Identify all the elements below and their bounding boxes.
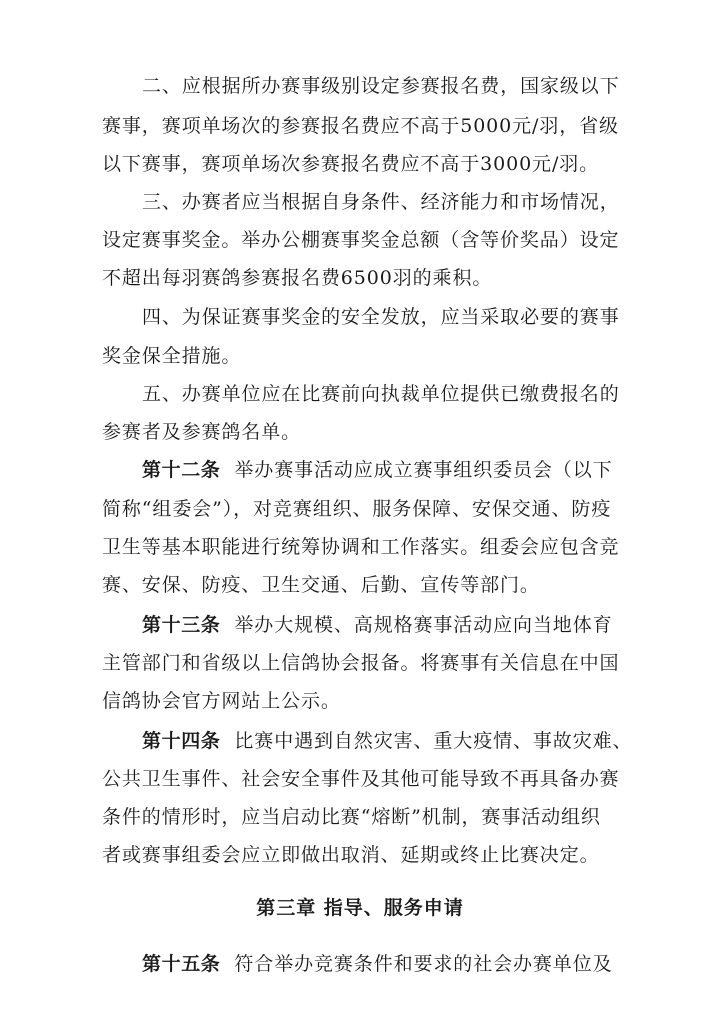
paragraph-2-line-2: 赛事，赛项单场次的参赛报名费应不高于5000元/羽，省级 <box>102 115 619 137</box>
article-12-line-1 <box>142 458 622 482</box>
article-13-number: 第十三条 <box>142 614 221 636</box>
article-15-text: 符合举办竞赛条件和要求的社会办赛单位及 <box>234 953 613 975</box>
paragraph-5-line-2: 参赛者及参赛鸽名单。 <box>102 421 302 443</box>
article-14-number: 第十四条 <box>142 730 221 752</box>
paragraph-5-line-1: 五、办赛单位应在比赛前向执裁单位提供已缴费报名的 <box>142 383 620 405</box>
article-12-line-3: 卫生等基本职能进行统筹协调和工作落实。组委会应包含竞 <box>102 536 620 558</box>
paragraph-2-line-1: 二、应根据所办赛事级别设定参赛报名费，国家级以下 <box>142 75 620 97</box>
chapter-heading: 第三章 指导、服务申请 <box>256 897 464 919</box>
article-14-line-4: 者或赛事组委会应立即做出取消、延期或终止比赛决定。 <box>102 844 600 866</box>
article-14-line-2: 公共卫生事件、社会安全事件及其他可能导致不再具备办赛 <box>102 768 620 790</box>
article-13-line-2: 主管部门和省级以上信鸽协会报备。将赛事有关信息在中国 <box>102 652 620 674</box>
article-12-number: 第十二条 <box>142 459 221 481</box>
article-13-line-3: 信鸽协会官方网站上公示。 <box>102 690 341 712</box>
article-14-line-1 <box>142 729 633 753</box>
paragraph-3-line-1: 三、办赛者应当根据自身条件、经济能力和市场情况， <box>142 191 620 213</box>
article-15-number: 第十五条 <box>142 953 221 975</box>
article-12-line-4: 赛、安保、防疫、卫生交通、后勤、宣传等部门。 <box>102 574 540 596</box>
article-12-line-2: 简称“组委会”），对竞赛组织、服务保障、安保交通、防疫 <box>102 498 612 520</box>
paragraph-4-line-1: 四、为保证赛事奖金的安全发放，应当采取必要的赛事 <box>142 306 620 328</box>
paragraph-3-line-2: 设定赛事奖金。举办公棚赛事奖金总额（含等价奖品）设定 <box>102 229 620 251</box>
article-12-text: 举办赛事活动应成立赛事组织委员会（以下 <box>234 459 613 481</box>
article-13-text: 举办大规模、高规格赛事活动应向当地体育 <box>234 614 613 636</box>
paragraph-3-line-3: 不超出每羽赛鸽参赛报名费6500羽的乘积。 <box>102 267 493 289</box>
paragraph-4-line-2: 奖金保全措施。 <box>102 345 242 367</box>
article-15-line-1 <box>142 952 622 976</box>
paragraph-2-line-3: 以下赛事，赛项单场次参赛报名费应不高于3000元/羽。 <box>102 153 600 175</box>
article-14-text: 比赛中遇到自然灾害、重大疫情、事故灾难、 <box>234 730 633 752</box>
article-14-line-3: 条件的情形时，应当启动比赛“熔断”机制，赛事活动组织 <box>102 806 601 828</box>
article-13-line-1 <box>142 613 622 637</box>
